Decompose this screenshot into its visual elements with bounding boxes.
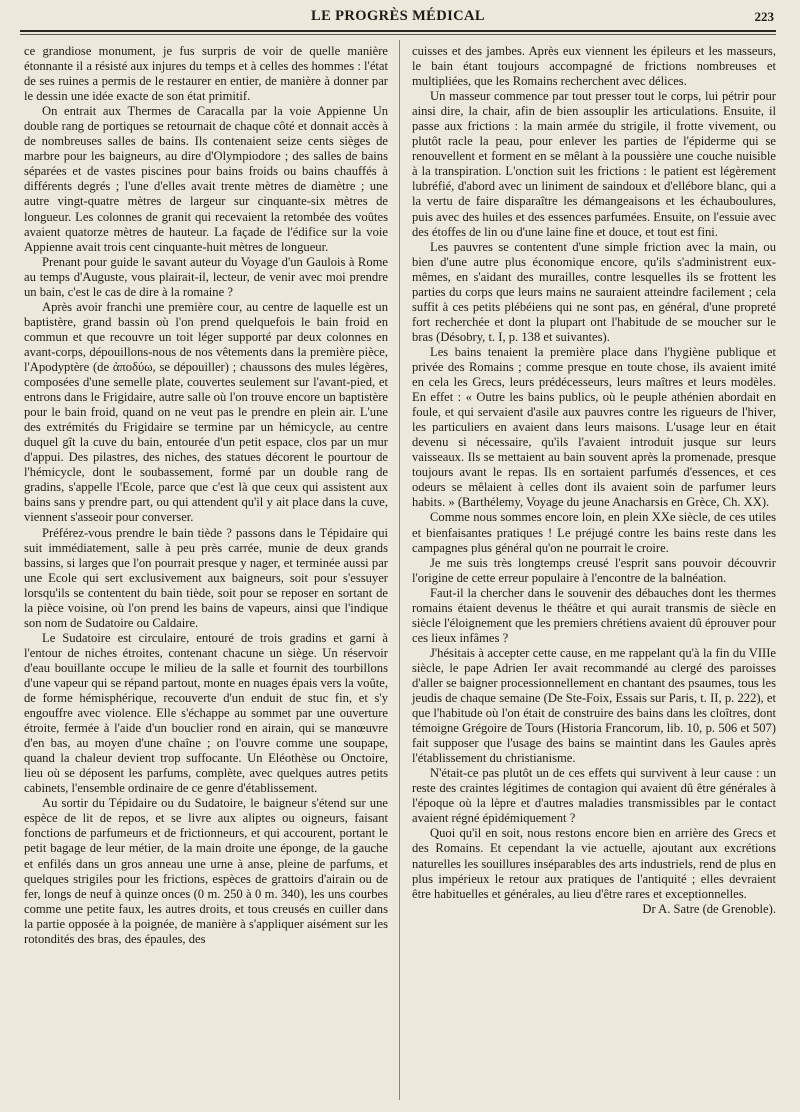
paragraph: Je me suis très longtemps creusé l'esprit sans pouvoir découvrir l'origine de cette erreur populaire à l'encontre de la balnéation. (412, 555, 776, 585)
header-rule (20, 30, 776, 32)
paragraph: Faut-il la chercher dans le souvenir des débauches dont les thermes romains étaient devenus le théâtre et qui aurait transmis de siècle en siècle l'éloignement que les premiers chrétiens avaient dû éprouver pour ces lieux infâmes ? (412, 585, 776, 645)
page-header (22, 6, 774, 28)
column-divider (399, 40, 400, 1100)
paragraph: Après avoir franchi une première cour, au centre de laquelle est un baptistère, grand bassin où l'on prend quelquefois le bain froid en commun et que recouvre un toit léger supporté par deux colonnes en avant-corps, dépouillons-nous de nos vêtements dans la première pièce, l'Apodyptère (de ἀποδύω, se dépouiller) ; chaussons des mules légères, composées d'une semelle plate, couvertes seulement sur l'avant-pied, et entrons dans le Frigidaire, autre salle où l'on trouve encore un baptistère pour le bain froid, quand on ne veut pas le prendre en plein air. L'une des extrémités du Frigidaire se termine par un hémicycle, au centre duquel gît la cuve du bain, entourée d'un petit espace, clos par un mur d'appui. Des pilastres, des niches, des statues décorent le pourtour de l'hémicycle, dont le soubassement, formé par un double rang de gradins, s'appelle l'Ecole, parce que c'est là que ceux qui assistent aux bains sans y prendre part, ou qui attendent qu'il y ait place dans la cuve, viennent s'asseoir pour converser. (24, 299, 388, 525)
paragraph: Quoi qu'il en soit, nous restons encore bien en arrière des Grecs et des Romains. Et cependant la vie actuelle, ajoutant aux excrétions naturelles les souillures inséparables des arts industriels, rend de plus en plus impérieux le retour aux pratiques de l'antiquité ; elles devraient être habituelles et générales, au lieu d'être rares et exceptionnelles. (412, 826, 776, 901)
paragraph: N'était-ce pas plutôt un de ces effets qui survivent à leur cause : un reste des craintes légitimes de contagion qui avaient dû être générales à l'époque où la lèpre et d'autres maladies transmissibles par le contact avaient régné épidémiquement ? (412, 766, 776, 826)
author-signature: Dr A. Satre (de Grenoble). (642, 901, 776, 916)
journal-title: LE PROGRÈS MÉDICAL (311, 8, 485, 24)
paragraph: Le Sudatoire est circulaire, entouré de trois gradins et garni à l'entour de niches étroites, contenant chacune un siège. Un réservoir d'eau bouillante occupe le milieu de la salle et fournit des tourbillons d'une vapeur qui se répand partout, monte en nuages épais vers la voûte, de forme hémisphérique, recouverte d'un enduit de stuc fin, et s'y engouffre avec violence. Elle s'échappe au sommet par une ouverture étroite, fermée à l'aide d'un bouclier rond en airain, qui se manœuvre d'en bas, au moyen d'une chaîne ; on l'ouvre comme une soupape, quand la chaleur devient trop suffocante. Un Eléothèse ou Onctoire, lieu où se déposent les parfums, complète, avec quelques autres petits cabinets, l'ensemble ordinaire de ce genre d'établissement. (24, 630, 388, 796)
header-rule-thin (20, 34, 776, 35)
left-column (24, 44, 388, 947)
page-number: 223 (754, 9, 774, 24)
paragraph: On entrait aux Thermes de Caracalla par la voie Appienne Un double rang de portiques se retournait de chaque côté et donnait accès à de nombreuses salles de bains. Ils contenaient seize cents sièges de marbre pour les baigneurs, au dire d'Olympiodore ; des salles de bains séparées et de vastes piscines pour bains froids ou bains chauffés à différents degrés ; l'une d'elles avait trente mètres de diamètre ; une autre vingt-quatre mètres de largeur sur cinquante-six mètres de longueur. Les colonnes de granit qui recevaient la retombée des voûtes avaient quatorze mètres de hauteur. La façade de l'édifice sur la voie Appienne avait trois cent cinquante-huit mètres de longueur. (24, 104, 388, 254)
paragraph: Les pauvres se contentent d'une simple friction avec la main, ou bien d'une autre plus économique encore, qu'ils s'administrent eux-mêmes, en s'aidant des murailles, contre lesquelles ils se frottent les parties du corps que leurs mains ne sauraient atteindre facilement ; cela suffit à ces petits plébéiens qui ne sont pas, en général, d'une propreté fort recherchée et dont la plupart ont l'habitude de se moucher sur le bras (Désobry, t. I, p. 138 et suivantes). (412, 239, 776, 344)
paragraph: Au sortir du Tépidaire ou du Sudatoire, le baigneur s'étend sur une espèce de lit de repos, et se livre aux aliptes ou oigneurs, faisant fonctions de parfumeurs et de frictionneurs, et qui accourent, portant le petit bagage de leur métier, de la main droite une éponge, de la gauche et enfilés dans un gros anneau une urne à anse, pleine de parfums, et quelques strigiles pour les frictions, espèces de grattoirs d'airain ou de fer, longs de neuf à quinze onces (0 m. 250 à 0 m. 340), les uns courbes comme une petite faux, les autres droits, et tous creusés en cuiller dans la partie opposée à la poignée, de manière à s'appliquer aisément sur les rotondités des bras, des épaules, des (24, 796, 388, 946)
right-column (412, 44, 776, 917)
paragraph: cuisses et des jambes. Après eux viennent les épileurs et les masseurs, le bain étant toujours accompagné de frictions nombreuses et multipliées, que les Romains recherchent avec délices. (412, 44, 776, 89)
paragraph: Préférez-vous prendre le bain tiède ? passons dans le Tépidaire qui suit immédiatement, salle à peu près carrée, munie de deux grands bassins, si larges que l'on pourrait presque y nager, et terminée aussi par une Ecole qui sert exclusivement aux baigneurs, soit pour s'essuyer lorsqu'ils se contentent du bain tiède, soit pour se reposer en sortant de la pièce voisine, où l'on prend les bains de vapeurs, ainsi que l'indique son nom de Sudatoire ou Caldaire. (24, 525, 388, 630)
paragraph: Comme nous sommes encore loin, en plein XXe siècle, de ces utiles et bienfaisantes pratiques ! Le préjugé contre les bains reste dans les campagnes plus général qu'on ne pourrait le croire. (412, 510, 776, 555)
paragraph: Les bains tenaient la première place dans l'hygiène publique et privée des Romains ; comme presque en toute chose, ils avaient imité en cela les Grecs, leurs prédécesseurs, leurs maîtres et leurs modèles. En effet : « Outre les bains publics, où le peuple athénien abordait en foule, et qui servaient d'asile aux pauvres contre les rigueurs de l'hiver, les particuliers en avaient dans leurs maisons. L'usage leur en était devenu si nécessaire, qu'ils l'avaient introduit jusque sur leurs vaisseaux. Ils se mettaient au bain souvent après la promenade, presque toujours avant le repas. Ils en sortaient parfumés d'essences, et ces odeurs se mêlaient à celles dont ils avaient soin de parfumer leurs habits. » (Barthélemy, Voyage du jeune Anacharsis en Grèce, Ch. XX). (412, 344, 776, 510)
paragraph: ce grandiose monument, je fus surpris de voir de quelle manière étonnante il a résisté aux injures du temps et à celles des hommes : l'état de ses ruines a permis de le restaurer en entier, de manière à donner par le dessin une idée exacte de son état primitif. (24, 44, 388, 104)
paragraph: J'hésitais à accepter cette cause, en me rappelant qu'à la fin du VIIIe siècle, le pape Adrien Ier avait recommandé au clergé des paroisses d'aller se baigner processionnellement en chantant des psaumes, tous les jeudis de chaque semaine (De Ste-Foix, Essais sur Paris, t. II, p. 222), et que l'habitude où l'on était de construire des bains dans les cloîtres, dont témoigne Grégoire de Tours (Historia Francorum, lib. 10, p. 506 et 507) fait supposer que l'usage des bains se maintint dans les Gaules après l'établissement du christianisme. (412, 645, 776, 766)
paragraph: Prenant pour guide le savant auteur du Voyage d'un Gaulois à Rome au temps d'Auguste, vous plairait-il, lecteur, de venir avec moi prendre un bain, c'est le cas de dire à la romaine ? (24, 254, 388, 299)
paragraph: Un masseur commence par tout presser tout le corps, lui pétrir pour ainsi dire, la chair, afin de bien assouplir les articulations. Ensuite, il passe aux frictions : la main armée du strigile, il frotte vivement, ou plutôt racle la peau, pour enlever les parties de l'épiderme qui se renouvellent et forment en se mêlant à la poussière une couche nuisible à la transpiration. L'onction suit les frictions : le patient est légèrement lubréfié, d'abord avec un liniment de saindoux et d'ellébore blanc, qui a la vertu de faire disparaître les démangeaisons et les échauboulures, puis avec des huiles et des essences parfumées. Ensuite, on l'essuie avec des étoffes de lin ou d'une laine fine et douce, et tout est fini. (412, 89, 776, 239)
